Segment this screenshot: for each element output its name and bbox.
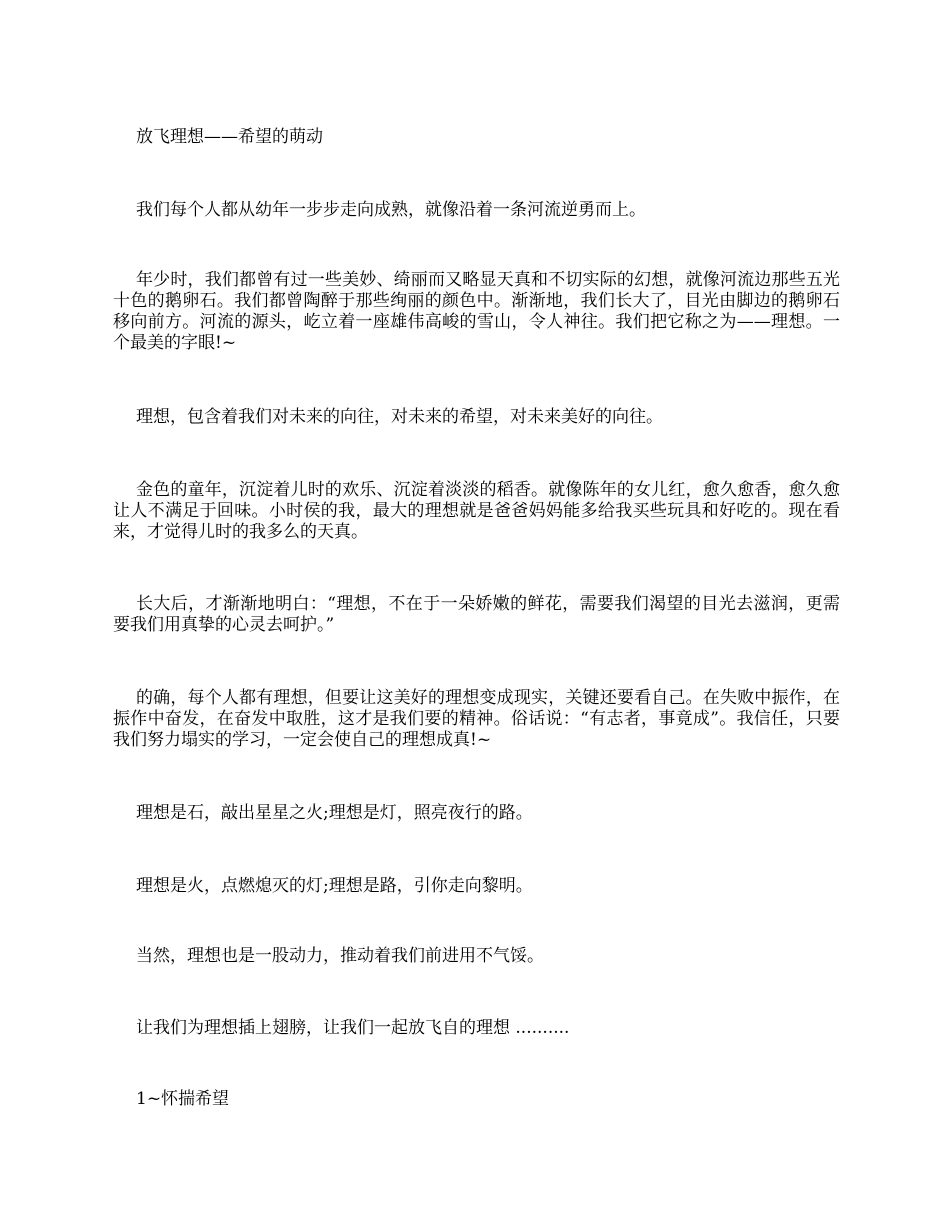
paragraph-9: 当然，理想也是一股动力，推动着我们前进用不气馁。: [136, 946, 544, 966]
paragraph-6: 的确，每个人都有理想，但要让这美好的理想变成现实，关键还要看自己。在失败中振作，在振作中奋发，在奋发中取胜，这才是我们要的精神。俗话说：“有志者，事竟成”。我信任，只要我们努力塌实的学习，一定会使自己的理想成真!~: [113, 688, 840, 750]
paragraph-11: 1~怀揣希望: [136, 1089, 230, 1109]
document-title: 放飞理想——希望的萌动: [136, 127, 323, 147]
paragraph-7: 理想是石，敲出星星之火;理想是灯，照亮夜行的路。: [136, 803, 533, 823]
paragraph-2: 年少时，我们都曾有过一些美妙、绮丽而又略显天真和不切实际的幻想，就像河流边那些五光十色的鹅卵石。我们都曾陶醉于那些绚丽的颜色中。渐渐地，我们长大了，目光由脚边的鹅卵石移向前方。河流的源头，屹立着一座雄伟高峻的雪山，令人神往。我们把它称之为——理想。一个最美的字眼!~: [113, 270, 840, 353]
paragraph-4: 金色的童年，沉淀着儿时的欢乐、沉淀着淡淡的稻香。就像陈年的女儿红，愈久愈香，愈久愈让人不满足于回味。小时侯的我，最大的理想就是爸爸妈妈能多给我买些玩具和好吃的。现在看来，才觉得儿时的我多么的天真。: [113, 480, 840, 542]
paragraph-10: 让我们为理想插上翅膀，让我们一起放飞自的理想 ..........: [136, 1018, 570, 1038]
paragraph-1: 我们每个人都从幼年一步步走向成熟，就像沿着一条河流逆勇而上。: [136, 200, 646, 220]
paragraph-8: 理想是火，点燃熄灭的灯;理想是路，引你走向黎明。: [136, 876, 533, 896]
paragraph-5: 长大后，才渐渐地明白：“理想，不在于一朵娇嫩的鲜花，需要我们渴望的目光去滋润，更需要我们用真挚的心灵去呵护。”: [113, 594, 840, 635]
paragraph-3: 理想，包含着我们对未来的向往，对未来的希望，对未来美好的向往。: [136, 407, 663, 427]
